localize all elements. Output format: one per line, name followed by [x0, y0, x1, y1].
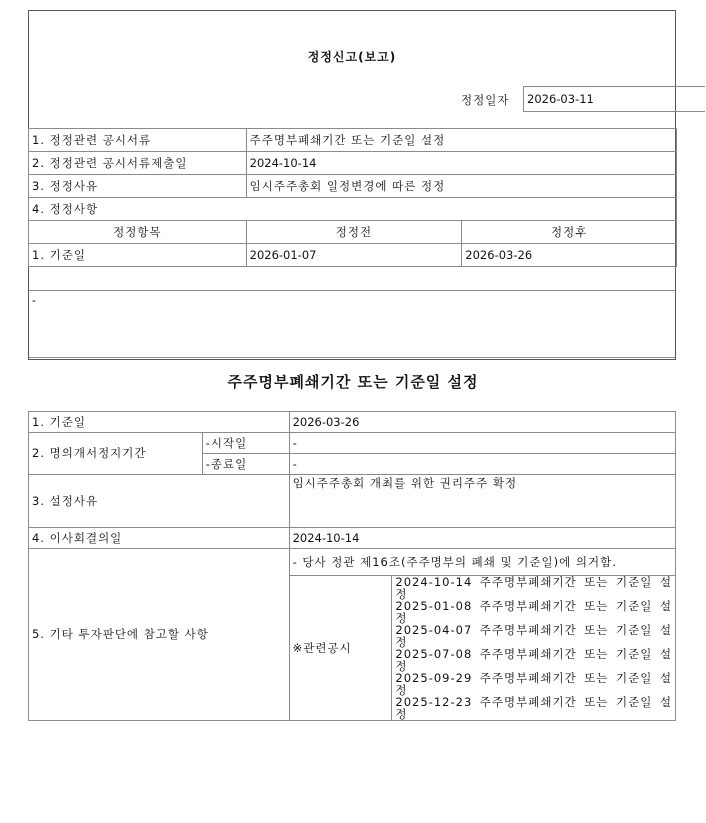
related-item: 2025-12-23 주주명부폐쇄기간 또는 기준일 설정	[395, 695, 672, 721]
reason-value: 임시주주총회 개최를 위한 권리주주 확정	[289, 475, 675, 528]
record-date-value: 2026-03-26	[289, 412, 675, 433]
reason-label: 3. 설정사유	[29, 475, 290, 528]
table-row	[29, 198, 677, 221]
table-row	[29, 244, 677, 267]
correction-report	[28, 10, 676, 360]
correction-date-label: 정정일자	[461, 93, 510, 107]
item-name: 1. 기준일	[29, 244, 247, 267]
related-item: 2024-10-14 주주명부폐쇄기간 또는 기준일 설정	[395, 575, 672, 601]
related-item: 2025-04-07 주주명부폐쇄기간 또는 기준일 설정	[395, 623, 672, 649]
table-row	[29, 475, 676, 528]
header-before: 정정전	[246, 221, 462, 244]
header-item: 정정항목	[29, 221, 247, 244]
disclosure-table	[28, 411, 676, 721]
item-before: 2026-01-07	[246, 244, 462, 267]
item-after: 2026-03-26	[462, 244, 677, 267]
table-row	[29, 129, 677, 152]
table-row	[29, 152, 677, 175]
correction-title: 정정신고(보고)	[307, 50, 397, 64]
row-label: 2. 정정관련 공시서류제출일	[29, 152, 247, 175]
start-label: -시작일	[202, 433, 289, 454]
page-title: 주주명부폐쇄기간 또는 기준일 설정	[227, 373, 479, 391]
table-row	[29, 412, 676, 433]
board-date-value: 2024-10-14	[289, 528, 675, 549]
related-item: 2025-01-08 주주명부폐쇄기간 또는 기준일 설정	[395, 599, 672, 625]
related-list	[392, 576, 676, 721]
end-label: -종료일	[202, 454, 289, 475]
correction-table	[28, 128, 677, 267]
other-label: 5. 기타 투자판단에 참고할 사항	[29, 549, 290, 721]
header-after: 정정후	[462, 221, 677, 244]
correction-date-value: 2026-03-11	[523, 86, 705, 112]
table-row	[29, 433, 676, 454]
start-value: -	[289, 433, 675, 454]
row-label: 3. 정정사유	[29, 175, 247, 198]
table-row	[29, 175, 677, 198]
correction-note: -	[29, 290, 675, 358]
table-row	[29, 549, 676, 576]
board-date-label: 4. 이사회결의일	[29, 528, 290, 549]
items-label: 4. 정정사항	[29, 198, 677, 221]
row-value: 임시주주총회 일정변경에 따른 정정	[246, 175, 676, 198]
end-value: -	[289, 454, 675, 475]
related-item: 2025-09-29 주주명부폐쇄기간 또는 기준일 설정	[395, 671, 672, 697]
row-value: 2024-10-14	[246, 152, 676, 175]
related-item: 2025-07-08 주주명부폐쇄기간 또는 기준일 설정	[395, 647, 672, 673]
row-label: 1. 정정관련 공시서류	[29, 129, 247, 152]
table-row	[29, 528, 676, 549]
other-text: - 당사 정관 제16조(주주명부의 폐쇄 및 기준일)에 의거함.	[289, 549, 675, 576]
record-date-label: 1. 기준일	[29, 412, 290, 433]
table-header-row	[29, 221, 677, 244]
suspension-label: 2. 명의개서정지기간	[29, 433, 203, 475]
row-value: 주주명부폐쇄기간 또는 기준일 설정	[246, 129, 676, 152]
related-label: ※관련공시	[289, 576, 392, 721]
